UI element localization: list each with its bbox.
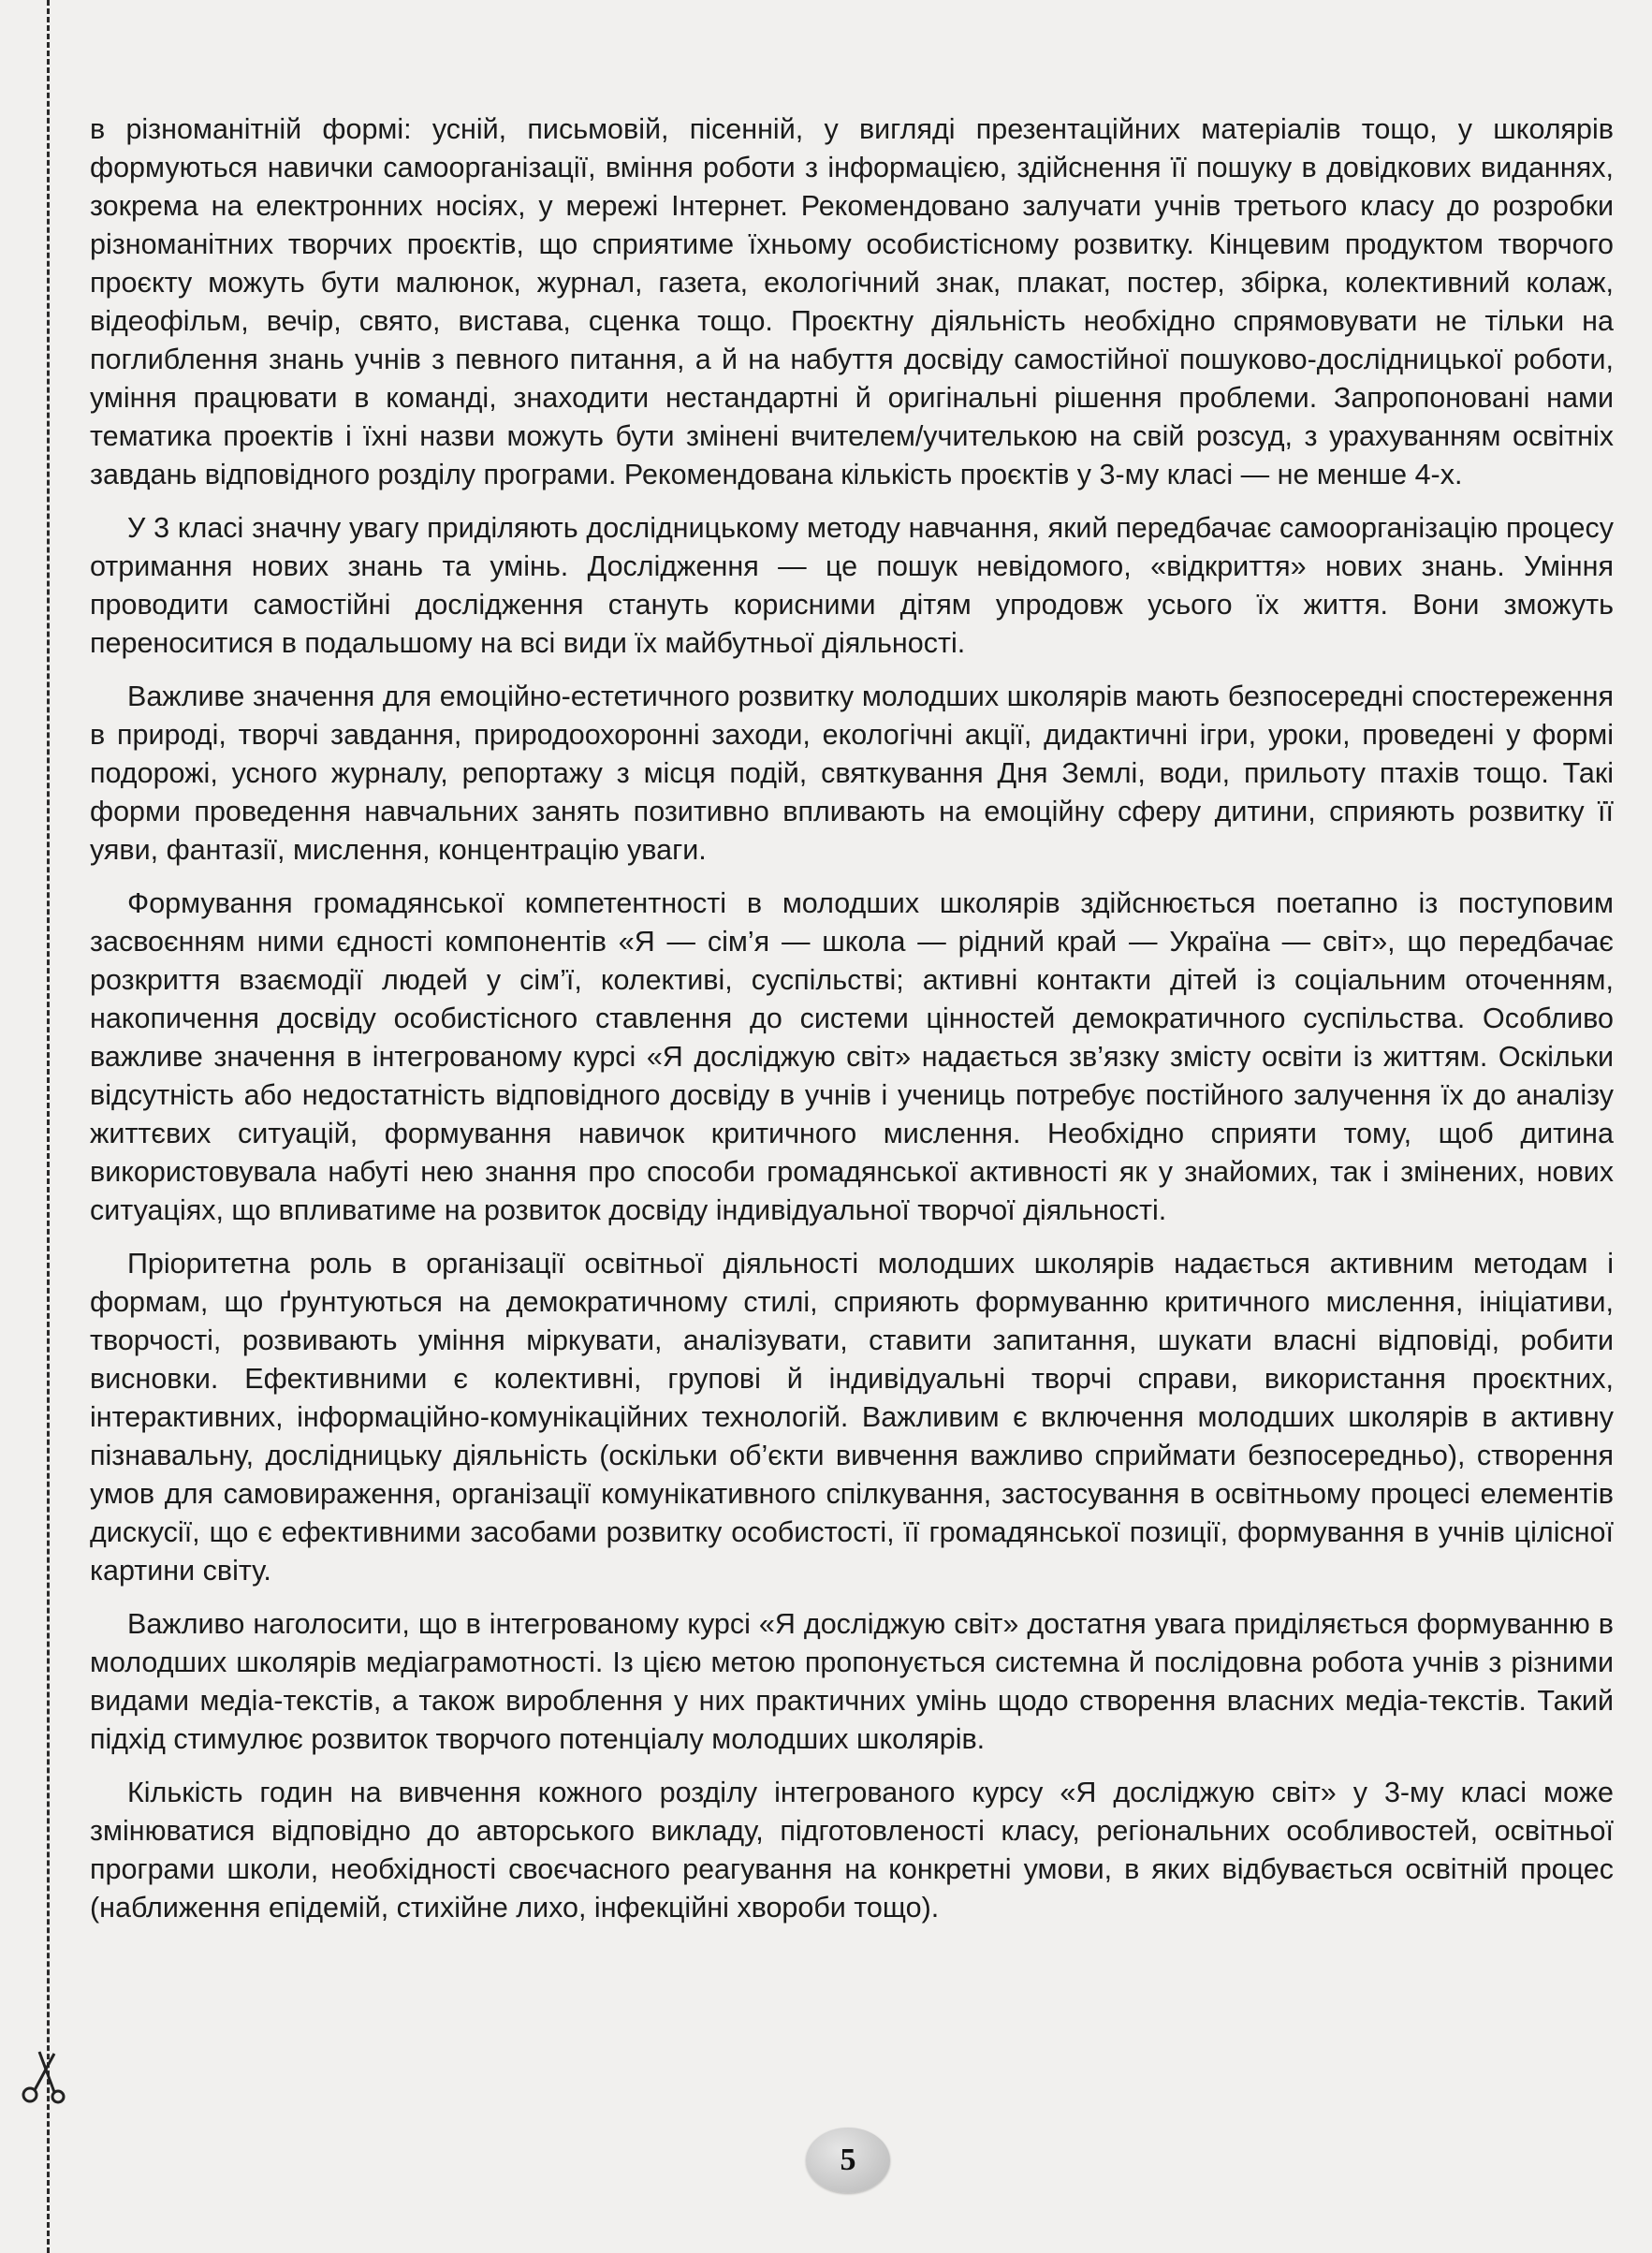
paragraph-1: в різноманітній формі: усній, письмовій, пісенній, у вигляді презентаційних матеріалів тощо, у школярів формуються навички самоорганізації, вміння роботи з інформацією, здійснення її пошуку в довідкових виданнях, зокрема на електронних носіях, у мережі Інтернет. Рекомендовано залучати учнів третього класу до розробки різноманітних творчих проєктів, що сприятиме їхньому особистісному розвитку. Кінцевим продуктом творчого проєкту можуть бути малюнок, журнал, газета, екологічний знак, плакат, постер, збірка, колективний колаж, відеофільм, вечір, свято, вистава, сценка тощо. Проєктну діяльність необхідно спрямовувати не тільки на поглиблення знань учнів з певного питання, а й на набуття досвіду самостійної пошуково-дослідницької роботи, уміння працювати в команді, знаходити нестандартні й оригінальні рішення проблеми. Запропоновані нами тематика проектів і їхні назви можуть бути змінені вчителем/учителькою на свій розсуд, з урахуванням освітніх завдань відповідного розділу програми. Рекомендована кількість проєктів у 3-му класі — не менше 4-х. — [90, 113, 1614, 490]
cut-line — [47, 0, 50, 2253]
paragraph-6: Важливо наголосити, що в інтегрованому курсі «Я досліджую світ» достатня увага приділяється формуванню в молодших школярів медіаграмотності. Із цією метою пропонується системна й послідовна робота учнів з різними видами медіа-текстів, а також вироблення у них практичних умінь щодо створення власних медіа-текстів. Такий підхід стимулює розвиток творчого потенціалу молодших школярів. — [90, 1608, 1614, 1755]
paragraph-2: У 3 класі значну увагу приділяють дослідницькому методу навчання, який передбачає самоорганізацію процесу отримання нових знань та умінь. Дослідження — це пошук невідомого, «відкриття» нових знань. Уміння проводити самостійні дослідження стануть корисними дітям упродовж усього їх життя. Вони зможуть переноситися в подальшому на всі види їх майбутньої діяльності. — [90, 512, 1614, 659]
main-text — [90, 110, 1614, 1942]
paragraph-3: Важливе значення для емоційно-естетичного розвитку молодших школярів мають безпосередні спостереження в природі, творчі завдання, природоохоронні заходи, екологічні акції, дидактичні ігри, уроки, проведені у формі подорожі, усного журналу, репортажу з місця подій, святкування Дня Землі, води, прильоту птахів тощо. Такі форми проведення навчальних занять позитивно впливають на емоційну сферу дитини, сприяють розвитку її уяви, фантазії, мислення, концентрацію уваги. — [90, 680, 1614, 866]
paragraph-4: Формування громадянської компетентності в молодших школярів здійснюється поетапно із поступовим засвоєнням ними єдності компонентів «Я — сім’я — школа — рідний край — Україна — світ», що передбачає розкриття взаємодії людей у сім’ї, колективі, суспільстві; активні контакти дітей із соціальним оточенням, накопичення досвіду особистісного ставлення до системи цінностей демократичного суспільства. Особливо важливе значення в інтегрованому курсі «Я досліджую світ» надається зв’язку змісту освіти із життям. Оскільки відсутність або недостатність відповідного досвіду в учнів і учениць потребує постійного залучення їх до аналізу життєвих ситуацій, формування навичок критичного мислення. Необхідно сприяти тому, щоб дитина використовувала набуті нею знання про способи громадянської активності як у знайомих, так і змінених, нових ситуаціях, що впливатиме на розвиток досвіду індивідуальної творчої діяльності. — [90, 887, 1614, 1226]
scissors-icon — [17, 2048, 73, 2114]
paragraph-7: Кількість годин на вивчення кожного розділу інтегрованого курсу «Я досліджую світ» у 3-му класі може змінюватися відповідно до авторського викладу, підготовленості класу, регіональних особливостей, освітньої програми школи, необхідності своєчасного реагування на конкретні умови, в яких відбувається освітній процес (наближення епідемій, стихійне лихо, інфекційні хвороби тощо). — [90, 1777, 1614, 1924]
page-number: 5 — [806, 2128, 890, 2193]
paragraph-5: Пріоритетна роль в організації освітньої діяльності молодших школярів надається активним методам і формам, що ґрунтуються на демократичному стилі, сприяють формуванню критичного мислення, ініціативи, творчості, розвивають уміння міркувати, аналізувати, ставити запитання, шукати власні відповіді, робити висновки. Ефективними є колективні, групові й індивідуальні творчі справи, використання проєктних, інтерактивних, інформаційно-комунікаційних технологій. Важливим є включення молодших школярів в активну пізнавальну, дослідницьку діяльність (оскільки об’єкти вивчення важливо сприймати безпосередньо), створення умов для самовираження, організації комунікативного спілкування, застосування в освітньому процесі елементів дискусії, що є ефективними засобами розвитку особистості, її громадянської позиції, формування в учнів цілісної картини світу. — [90, 1248, 1614, 1587]
